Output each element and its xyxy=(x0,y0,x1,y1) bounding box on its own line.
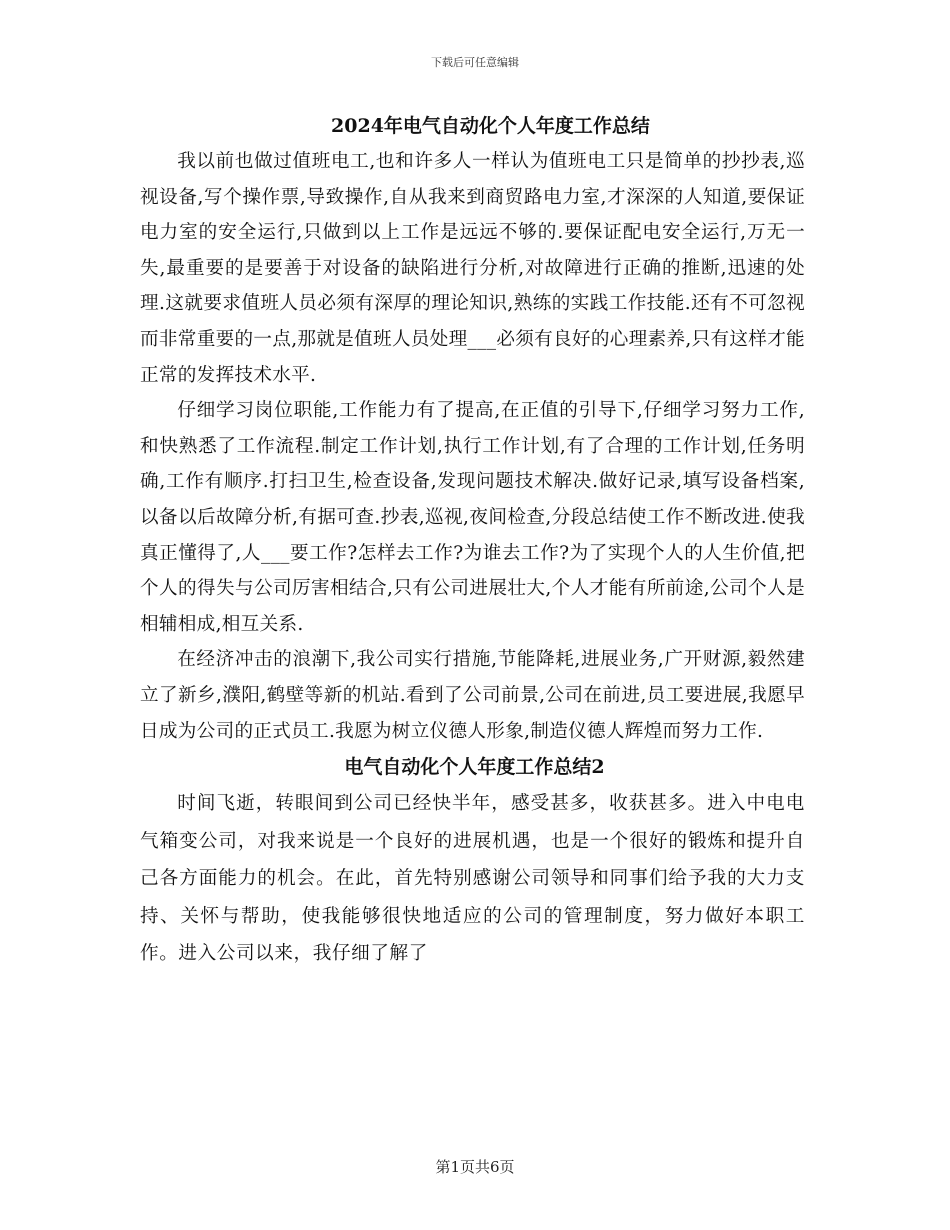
paragraph: 仔细学习岗位职能,工作能力有了提高,在正值的引导下,仔细学习努力工作,和快熟悉了工作流程.制定工作计划,执行工作计划,有了合理的工作计划,任务明确,工作有顺序.打扫卫生,检查设备,发现问题技术解决.做好记录,填写设备档案,以备以后故障分析,有据可查.抄表,巡视,夜间检查,分段总结使工作不断改进.使我真正懂得了,人___要工作?怎样去工作?为谁去工作?为了实现个人的人生价值,把个人的得失与公司厉害相结合,只有公司进展壮大,个人才能有所前途,公司个人是相辅相成,相互关系. xyxy=(140,400,805,635)
paragraph: 在经济冲击的浪潮下,我公司实行措施,节能降耗,进展业务,广开财源,毅然建立了新乡,濮阳,鹤壁等新的机站.看到了公司前景,公司在前进,员工要进展,我愿早日成为公司的正式员工.我愿为树立仪德人形象,制造仪德人辉煌而努力工作. xyxy=(140,649,805,742)
section-title: 电气自动化个人年度工作总结2 xyxy=(344,756,605,779)
paragraph: 时间飞逝，转眼间到公司已经快半年，感受甚多，收获甚多。进入中电电气箱变公司，对我来说是一个良好的进展机遇，也是一个很好的锻炼和提升自己各方面能力的机会。在此，首先特别感谢公司领导和同事们给予我的大力支持、关怀与帮助，使我能够很快地适应的公司的管理制度，努力做好本职工作。进入公司以来，我仔细了解了 xyxy=(140,793,805,965)
page-number: 第1页共6页 xyxy=(435,1158,515,1176)
document-body xyxy=(140,108,805,973)
paragraph: 我以前也做过值班电工,也和许多人一样认为值班电工只是简单的抄抄表,巡视设备,写个操作票,导致操作,自从我来到商贸路电力室,才深深的人知道,要保证电力室的安全运行,只做到以上工作是远远不够的.要保证配电安全运行,万无一失,最重要的是要善于对设备的缺陷进行分析,对故障进行正确的推断,迅速的处理.这就要求值班人员必须有深厚的理论知识,熟练的实践工作技能.还有不可忽视而非常重要的一点,那就是值班人员处理___必须有良好的心理素养,只有这样才能正常的发挥技术水平. xyxy=(140,151,805,386)
page-header-note: 下载后可任意编辑 xyxy=(431,56,519,69)
document-title: 2024年电气自动化个人年度工作总结 xyxy=(331,115,650,137)
